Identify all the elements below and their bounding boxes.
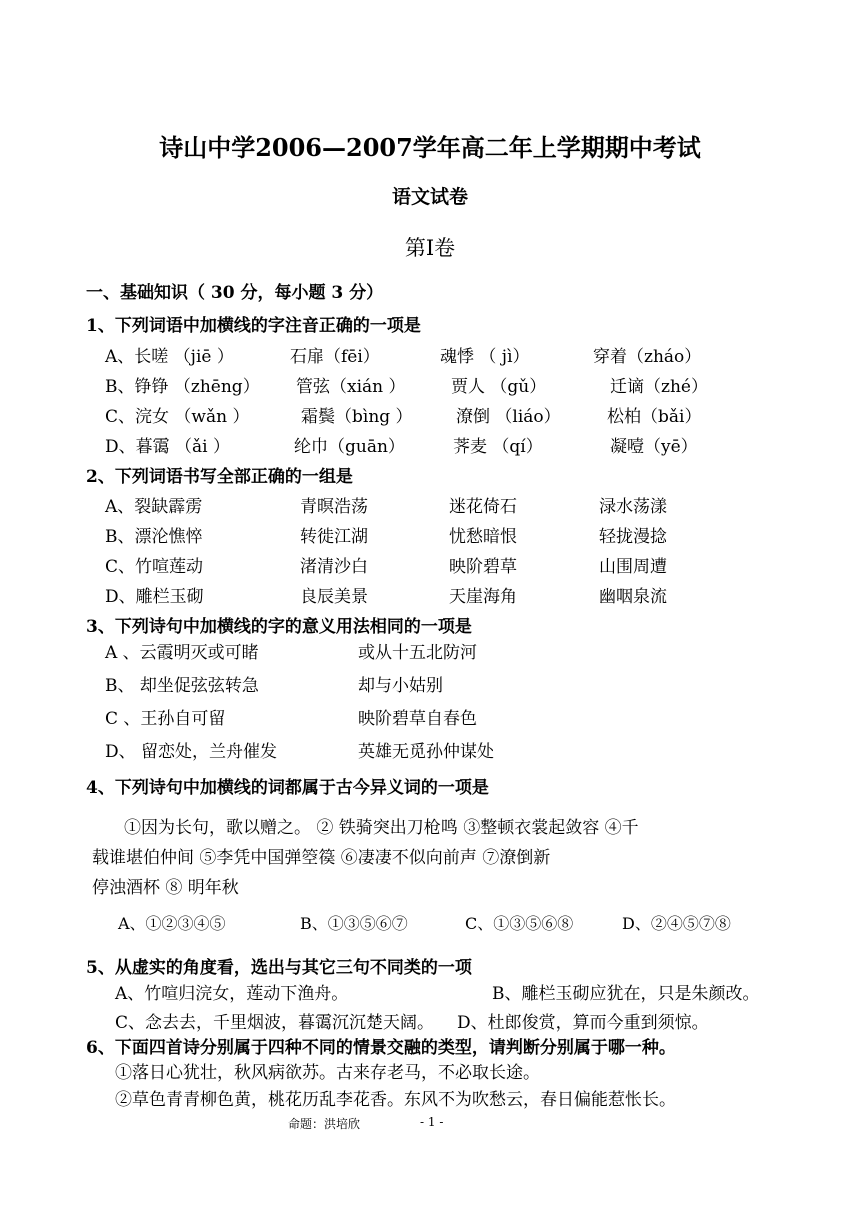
q1-option: 穿着（zháo） [593,347,702,367]
q2-option: 轻拢漫捻 [599,527,667,547]
q2-option: 青暝浩荡 [300,497,368,517]
q3-option: 英雄无觅孙仲谋处 [358,742,494,762]
q3-option: 或从十五北防河 [358,643,477,663]
q2-option: 幽咽泉流 [599,587,667,607]
q1-option: 迁谪（zhé） [610,377,708,397]
section-heading: 一、基础知识（ 30 分，每小题 3 分） [86,283,384,303]
question-4-text-line: 载谁堪伯仲间 ⑤李凭中国弹箜篌 ⑥凄凄不似向前声 ⑦潦倒新 [92,848,551,868]
exam-title: 诗山中学2006—2007学年高二年上学期期中考试 [159,133,701,162]
q1-option: 霜鬓（bìng ） [301,407,413,427]
q2-option: D、雕栏玉砌 [105,587,204,607]
q2-option: 转徙江湖 [300,527,368,547]
q2-option: 山围周遭 [599,557,667,577]
footer-author: 命题：洪培欣 [288,1117,361,1131]
question-5-stem: 5、从虚实的角度看，选出与其它三句不同类的一项 [86,958,472,978]
q2-option: A、裂缺霹雳 [105,497,203,517]
q3-option: 却与小姑别 [358,676,443,696]
q4-option: C、①③⑤⑥⑧ [465,914,574,933]
question-2-stem: 2、下列词语书写全部正确的一组是 [86,467,353,487]
q2-option: 渚清沙白 [300,557,368,577]
q1-option: 松柏（bǎi） [607,407,702,427]
volume-heading: 第Ⅰ卷 [404,236,456,260]
q6-poem: ②草色青青柳色黄，桃花历乱李花香。东风不为吹愁云，春日偏能惹怅长。 [115,1090,676,1110]
q4-option: B、①③⑤⑥⑦ [300,914,408,933]
q2-option: B、漂沦憔悴 [105,527,203,547]
q3-option: A 、云霞明灭或可睹 [105,643,259,663]
q1-option: 纶巾（guān） [294,437,405,457]
q1-option: D、暮霭 （ǎi ） [105,437,231,457]
question-4-stem: 4、下列诗句中加横线的词都属于古今异义词的一项是 [86,778,489,798]
q5-option: C、念去去，千里烟波，暮霭沉沉楚天阔。 [115,1013,435,1033]
q6-poem: ①落日心犹壮，秋风病欲苏。古来存老马，不必取长途。 [115,1063,540,1083]
q1-option: 魂悸 （ jì） [440,347,530,367]
question-4-text-line: ①因为长句，歌以赠之。 ② 铁骑突出刀枪鸣 ③整顿衣裳起敛容 ④千 [124,818,639,838]
page-number: - 1 - [420,1115,444,1129]
question-6-stem: 6、下面四首诗分别属于四种不同的情景交融的类型，请判断分别属于哪一种。 [86,1038,676,1058]
q5-option: B、雕栏玉砌应犹在，只是朱颜改。 [492,984,760,1004]
q1-option: 荠麦 （qí） [453,437,543,457]
exam-subtitle: 语文试卷 [391,186,468,208]
q4-option: D、②④⑤⑦⑧ [622,914,731,933]
q2-option: 天崖海角 [449,587,517,607]
q1-option: 凝噎（yē） [610,437,698,457]
q3-option: 映阶碧草自春色 [358,709,477,729]
q2-option: C、竹喧莲动 [105,557,204,577]
q2-option: 迷花倚石 [449,497,517,517]
q1-option: 石扉（fēi） [290,347,380,367]
q2-option: 渌水荡漾 [599,497,667,517]
q1-option: A、长嗟 （jiē ） [105,347,234,367]
q2-option: 良辰美景 [300,587,368,607]
q2-option: 映阶碧草 [449,557,517,577]
q1-option: 贾人 （gǔ） [451,377,547,397]
q3-option: B、 却坐促弦弦转急 [105,676,259,696]
q5-option: D、杜郎俊赏，算而今重到须惊。 [457,1013,709,1033]
q1-option: 潦倒 （liáo） [456,407,561,427]
q1-option: 管弦（xián ） [296,377,406,397]
q5-option: A、竹喧归浣女，莲动下渔舟。 [115,984,349,1004]
question-1-stem: 1、下列词语中加横线的字注音正确的一项是 [86,316,421,336]
q1-option: B、铮铮 （zhēng） [105,377,260,397]
question-3-stem: 3、下列诗句中加横线的字的意义用法相同的一项是 [86,617,472,637]
q4-option: A、①②③④⑤ [118,914,226,933]
q2-option: 忧愁暗恨 [449,527,517,547]
q1-option: C、浣女 （wǎn ） [105,407,250,427]
q3-option: D、 留恋处，兰舟催发 [105,742,278,762]
question-4-text-line: 停浊酒杯 ⑧ 明年秋 [92,878,239,898]
q3-option: C 、王孙自可留 [105,709,226,729]
